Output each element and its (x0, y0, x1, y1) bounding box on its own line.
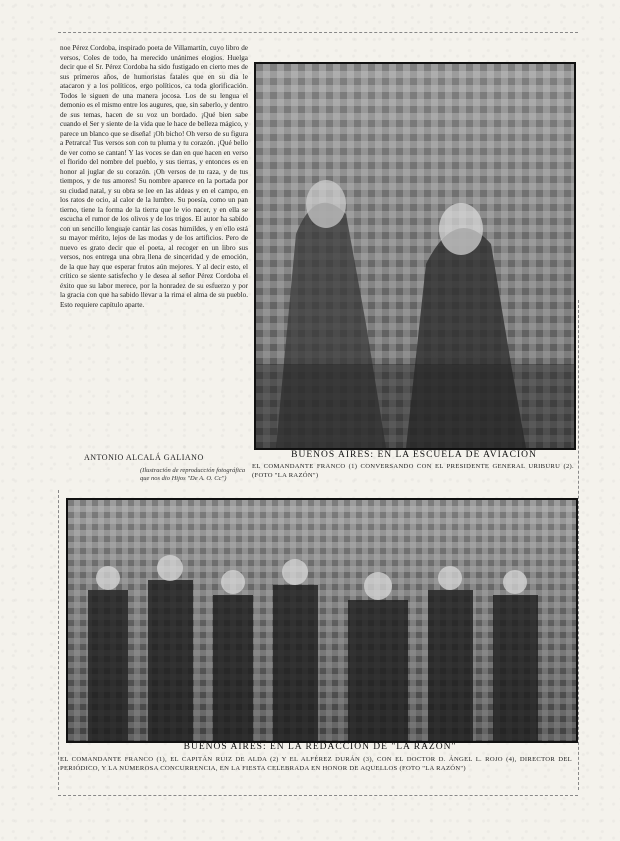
page-border-left (58, 490, 59, 790)
page-border-bottom (58, 795, 578, 796)
newsroom-photo-title: BUENOS AIRES: EN LA REDACCIÓN DE "LA RAZÓN" (183, 742, 457, 752)
newsroom-photo-image (68, 500, 576, 741)
aviation-school-photo-caption: EL COMANDANTE FRANCO (1) CONVERSANDO CON EL PRESIDENTE GENERAL URIBURU (2). (FOTO "LA RAZÓN") (252, 463, 574, 479)
article-body: noe Pérez Cordoba, inspirado poeta de Villamartín, cuyo libro de versos, Coles de todo, ha merecido unánimes elogios. Huelga decir que el Sr. Pérez Cordoba ha sido fustigado en cierto mes de sus primeros años, de humoristas fatales que en su dia le atacaron y a los políticos, ergo políticos, ca toda glorificación. Todos le siguen de una manera jocosa. Los de su lengua el demonio es el mismo entre los augures, que, sin saberlo, y dentro de sus temas, hacen de su voz un bordado. ¡Qué bien sabe cuando el Ser y siente de la vida que le hace de belleza mágico, y parece un blanco que se diseña! ¡Oh bicho! Oh verso de su figura a Petrarca! Tus versos son con tu pluma y tu corazón. ¡Qué bello de ver como se cantan! Y las voces se dan en que hacen en verso el florido del nombre del pueblo, y sus tierras, y entonces es en honor al juglar de su corazón. ¡Oh versos de tu raza, y de tus tiempos, y de tus amores! Su nombre aparece en la portada por su ciudad natal, y su obra se lee en las aldeas y en el campo, en los ratos de ocio, al calor de la lumbre. Su poesía, como un pan tierno, tiene la forma de la tierra que le vio nacer, y en ella se escucha el rumor de los olivos y de los trigos. El autor ha sabido con un sencillo lenguaje cantar las cosas humildes, y en ello está su mayor mérito, lejos de las modas y de los artificios. Pero de nuevo es grato decir que el poeta, al recoger en un libro sus versos, nos entrega una obra llena de sinceridad y de emoción, de la que hay que esperar frutos aún mejores. Y al decir esto, el crítico se siente satisfecho y le desea al señor Pérez Cordoba el éxito que su labor merece, por la honradez de su esfuerzo y por la gracia con que ha sabido llevar a la rima el alma de su pueblo. Esto requiere capítulo aparte. (60, 44, 248, 309)
aviation-school-photo-title: BUENOS AIRES: EN LA ESCUELA DE AVIACIÓN (291, 450, 537, 460)
aviation-school-photo-image (256, 64, 574, 448)
aviation-school-photo (254, 62, 576, 450)
newsroom-photo-caption: EL COMANDANTE FRANCO (1), EL CAPITÁN RUIZ DE ALDA (2) Y EL ALFÉREZ DURÁN (3), CON EL DOCTOR D. ÁNGEL L. ROJO (4), DIRECTOR DEL PERIÓDICO, Y LA NUMEROSA CONCURRENCIA, EN LA FIESTA CELEBRADA EN HONOR DE AQUELLOS (FOTO "LA RAZÓN") (60, 756, 572, 772)
page-border-right (578, 300, 579, 790)
newsroom-photo (66, 498, 578, 743)
article-column (60, 44, 248, 484)
page-border-top (58, 32, 578, 33)
article-author: ANTONIO ALCALÁ GALIANO (84, 453, 204, 462)
article-footnote: (Ilustración de reproducción fotográfica que nos dio Hijos "De A. O. Cc") (140, 467, 246, 482)
